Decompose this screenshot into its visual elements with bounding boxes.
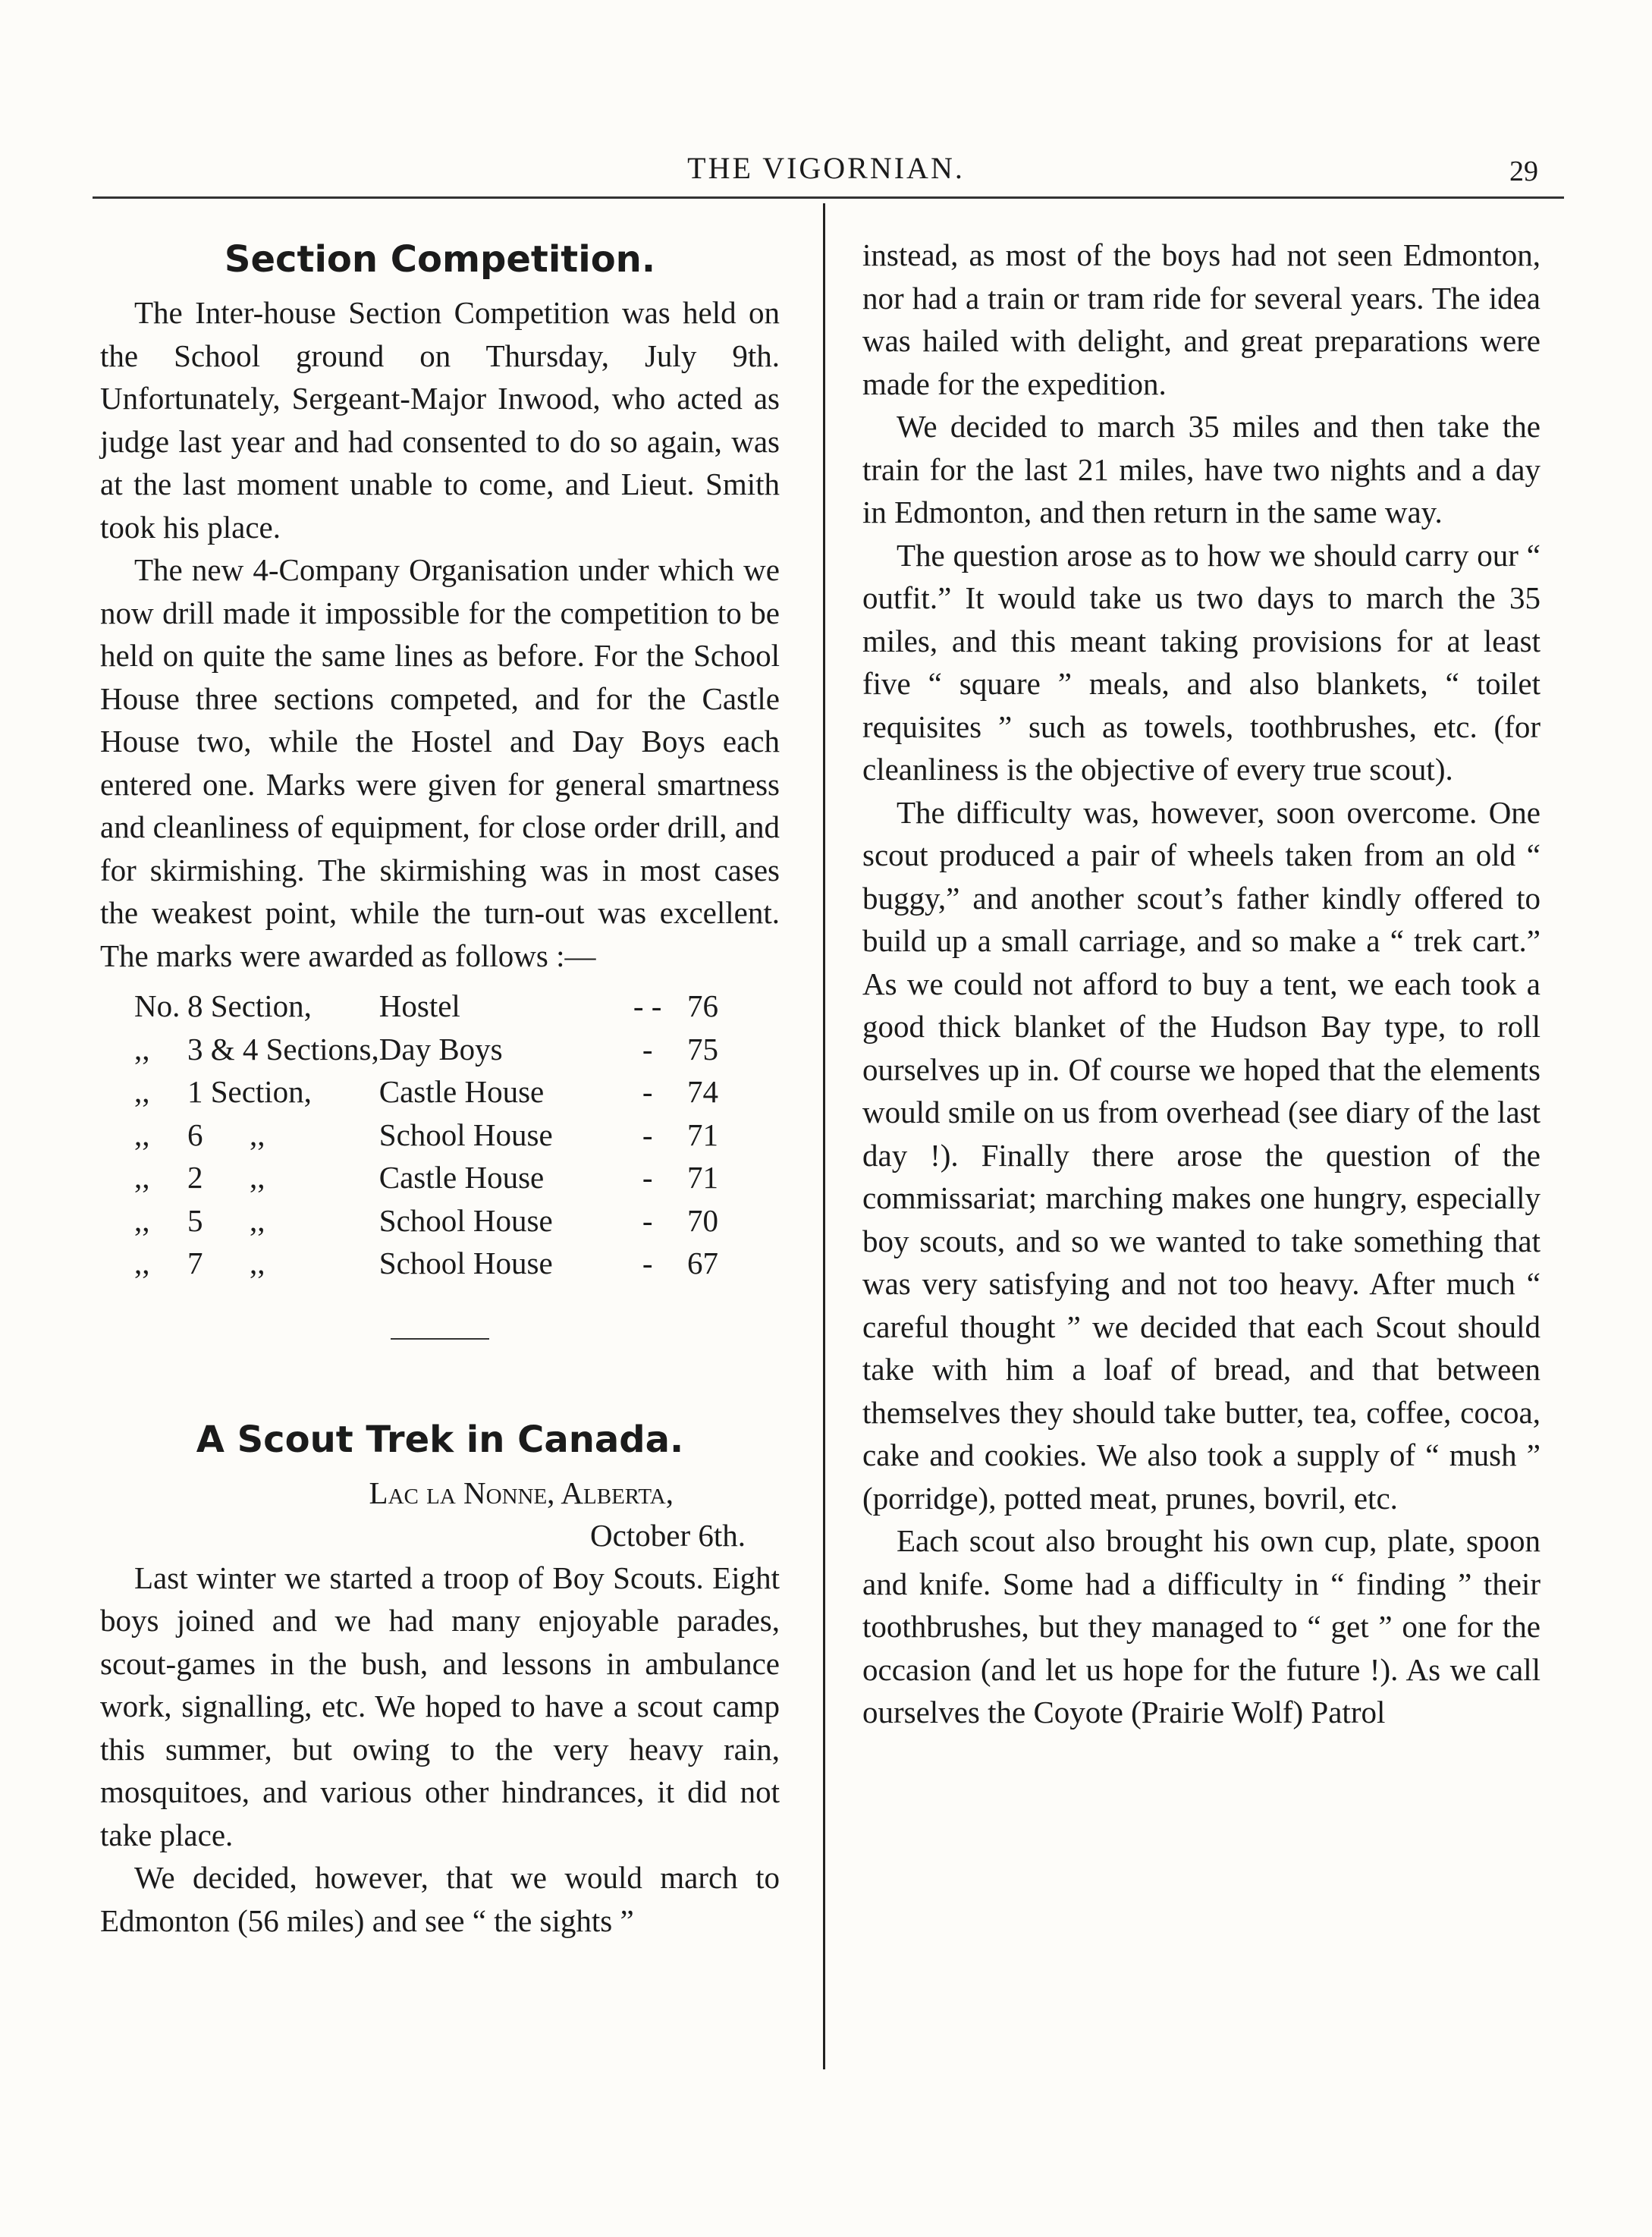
row-section: 8 Section,: [187, 988, 312, 1023]
row-section: 3 & 4 Sections,: [187, 1031, 379, 1067]
row-house: School House: [378, 1246, 553, 1280]
paragraph: The difficulty was, however, soon overcome. One scout produced a pair of wheels taken from an old “ buggy,” and another scout’s father kindly offered to build up a small carriage, and so make a “ trek cart.” As we could not afford to buy a tent, we each took a good thick blanket of the Hudson Bay type, to roll ourselves up in. Of course we hoped that the elements would smile on us from overhead (see diary of the last day !). Finally there arose the question of the commissariat; marching makes one hungry, especially boy scouts, and so we wanted to take something that was very satisfying and not too heavy. After much “ careful thought ” we decided that each Scout should take with him a loaf of bread, and that between themselves they should take butter, tea, coffee, cocoa, cake and cookies. We also took a supply of “ mush ” (porridge), potted meat, prunes, bovril, etc.: [862, 794, 1541, 1516]
row-house: School House: [378, 1202, 553, 1238]
row-dash: -: [642, 1031, 653, 1067]
row-prefix: ,,: [134, 1202, 150, 1238]
table-row: [134, 985, 756, 1028]
journal-title: THE VIGORNIAN.: [687, 151, 965, 185]
table-row: [134, 1199, 756, 1243]
table-row: [134, 1114, 756, 1157]
paragraph: The question arose as to how we should carry our “ outfit.” It would take us two days to march the 35 miles, and this meant taking provisions for at least five “ square ” meals, and also blankets, “ toilet requisites ” such as towels, toothbrushes, etc. (for cleanliness is the objective of every true scout).: [862, 537, 1541, 787]
row-dash: - -: [633, 988, 662, 1023]
row-house: School House: [378, 1117, 553, 1152]
paragraph: Each scout also brought his own cup, plate, spoon and knife. Some had a difficulty in “ finding ” their toothbrushes, but they managed to “ get ” one for the occasion (and let us hope for the future !). As we call ourselves the Coyote (Prairie Wolf) Patrol: [862, 1523, 1541, 1730]
row-prefix: No.: [134, 988, 181, 1023]
row-prefix: ,,: [134, 1117, 150, 1152]
table-row: [134, 1156, 756, 1199]
dateline-date: October 6th.: [590, 1517, 746, 1553]
row-marks: 71: [687, 1117, 718, 1152]
section-competition-heading: Section Competition.: [224, 238, 656, 281]
row-dash: -: [642, 1160, 653, 1195]
row-prefix: ,,: [134, 1160, 150, 1195]
left-column: [100, 228, 780, 1942]
row-house: Castle House: [378, 1160, 545, 1195]
column-rule: [823, 203, 825, 2069]
row-section: 7 ,,: [187, 1246, 265, 1280]
paragraph: We decided, however, that we would march to Edmonton (56 miles) and see “ the sights ”: [100, 1860, 780, 1938]
row-marks: 74: [687, 1074, 718, 1109]
page-number: 29: [1509, 156, 1538, 187]
row-marks: 76: [687, 988, 718, 1023]
paragraph: The new 4-Company Organisation under which we now drill made it impossible for the competition to be held on quite the same lines as before. For the School House three sections competed, and for the Castle House two, while the Hostel and Day Boys each entered one. Marks were given for general smartness and cleanliness of equipment, for close order drill, and for skirmishing. The skirmishing was in most cases the weakest point, while the turn-out was excellent. The marks were awarded as follows :—: [100, 552, 780, 973]
row-section: 1 Section,: [187, 1074, 312, 1109]
table-row: [134, 1028, 756, 1071]
row-prefix: ,,: [134, 1246, 150, 1280]
row-dash: -: [642, 1246, 653, 1280]
header-rule: [93, 196, 1564, 199]
row-section: 5 ,,: [187, 1202, 265, 1238]
dateline-place: Lac la Nonne, Alberta,: [369, 1475, 674, 1510]
row-marks: 67: [687, 1246, 718, 1280]
row-dash: -: [642, 1202, 653, 1238]
section-divider: [391, 1338, 489, 1340]
row-prefix: ,,: [134, 1074, 150, 1109]
table-row: [134, 1242, 756, 1285]
right-column: [862, 234, 1541, 1734]
row-house: Hostel: [378, 988, 460, 1023]
row-marks: 75: [687, 1031, 718, 1067]
scout-trek-heading: A Scout Trek in Canada.: [196, 1418, 684, 1461]
row-marks: 70: [687, 1202, 718, 1238]
continued-paragraph: instead, as most of the boys had not seen Edmonton, nor had a train or tram ride for several years. The idea was hailed with delight, and great preparations were made for the expedition.: [862, 237, 1541, 401]
row-section: 2 ,,: [187, 1160, 265, 1195]
paragraph: Last winter we started a troop of Boy Scouts. Eight boys joined and we had many enjoyable parades, scout-games in the bush, and lessons in ambulance work, signalling, etc. We hoped to have a scout camp this summer, but owing to the very heavy rain, mosquitoes, and various other hindrances, it did not take place.: [100, 1560, 780, 1852]
row-house: Day Boys: [378, 1031, 503, 1067]
row-dash: -: [642, 1074, 653, 1109]
marks-table: [134, 985, 756, 1285]
row-prefix: ,,: [134, 1031, 150, 1067]
row-house: Castle House: [378, 1074, 545, 1109]
running-head: [0, 146, 1652, 191]
row-dash: -: [642, 1117, 653, 1152]
paragraph: The Inter-house Section Competition was held on the School ground on Thursday, July 9th. Unfortunately, Sergeant-Major Inwood, who acted as judge last year and had consented to do so again, was at the last moment unable to come, and Lieut. Smith took his place.: [100, 295, 780, 545]
row-section: 6 ,,: [187, 1117, 265, 1152]
paragraph: We decided to march 35 miles and then take the train for the last 21 miles, have two nights and a day in Edmonton, and then return in the same way.: [862, 409, 1541, 529]
row-marks: 71: [687, 1160, 718, 1195]
table-row: [134, 1070, 756, 1114]
